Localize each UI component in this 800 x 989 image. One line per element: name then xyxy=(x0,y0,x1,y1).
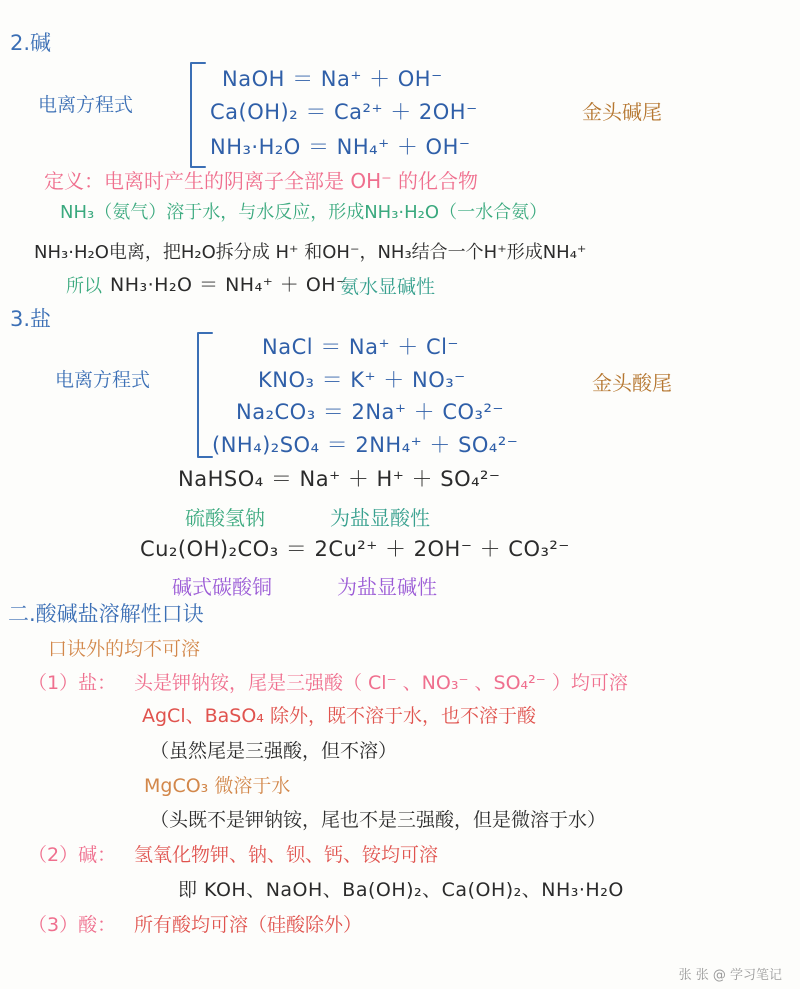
salts-extra-equation-2: Cu₂(OH)₂CO₃ ＝ 2Cu²⁺ ＋ 2OH⁻ ＋ CO₃²⁻ xyxy=(140,537,570,561)
solubility-item-3-number: （3）酸： xyxy=(28,914,117,936)
solubility-item-2-text: 氢氧化物钾、钠、钡、钙、铵均可溶 xyxy=(134,844,439,866)
salts-side-note: 金头酸尾 xyxy=(592,371,672,395)
bases-note-1: NH₃（氨气）溶于水，与水反应，形成NH₃·H₂O（一水合氨） xyxy=(60,202,548,223)
bases-note-3-equation: NH₃·H₂O ＝ NH₄⁺ ＋ OH⁻ xyxy=(110,274,347,296)
bases-equation-1: NaOH ＝ Na⁺ ＋ OH⁻ xyxy=(222,67,443,91)
solubility-item-2-line2: 即 KOH、NaOH、Ba(OH)₂、Ca(OH)₂、NH₃·H₂O xyxy=(178,879,624,901)
bases-equation-2: Ca(OH)₂ ＝ Ca²⁺ ＋ 2OH⁻ xyxy=(210,100,478,124)
page-signature: 张 张 @ 学习笔记 xyxy=(678,968,782,983)
section-heading-bases: 2.碱 xyxy=(10,31,52,55)
salts-brace xyxy=(192,330,214,460)
salts-equation-2: KNO₃ ＝ K⁺ ＋ NO₃⁻ xyxy=(258,368,466,392)
bases-definition: 定义：电离时产生的阴离子全部是 OH⁻ 的化合物 xyxy=(44,169,479,193)
solubility-item-1-line2: AgCl、BaSO₄ 除外，既不溶于水，也不溶于酸 xyxy=(142,705,536,727)
salts-extra-equation-2-name: 碱式碳酸铜 xyxy=(172,575,272,599)
section-heading-salts: 3.盐 xyxy=(10,307,52,331)
bases-side-note: 金头碱尾 xyxy=(582,100,662,124)
bases-brace xyxy=(185,60,207,170)
salts-extra-equation-1: NaHSO₄ ＝ Na⁺ ＋ H⁺ ＋ SO₄²⁻ xyxy=(178,467,501,491)
salts-equation-1: NaCl ＝ Na⁺ ＋ Cl⁻ xyxy=(262,335,460,359)
section-heading-solubility: 二.酸碱盐溶解性口诀 xyxy=(8,602,204,626)
solubility-item-1-number: （1）盐： xyxy=(28,672,117,694)
solubility-item-1-line3: （虽然尾是三强酸，但不溶） xyxy=(150,740,398,762)
salts-equation-4: (NH₄)₂SO₄ ＝ 2NH₄⁺ ＋ SO₄²⁻ xyxy=(212,433,519,457)
salts-equation-3: Na₂CO₃ ＝ 2Na⁺ ＋ CO₃²⁻ xyxy=(236,400,504,424)
salts-extra-equation-2-tag: 为盐显碱性 xyxy=(337,575,437,599)
solubility-item-1-line5: （头既不是钾钠铵，尾也不是三强酸，但是微溶于水） xyxy=(150,809,607,831)
solubility-rule-0: 口诀外的均不可溶 xyxy=(48,638,201,660)
bases-ionization-label: 电离方程式 xyxy=(38,94,134,116)
bases-equation-3: NH₃·H₂O ＝ NH₄⁺ ＋ OH⁻ xyxy=(210,135,471,159)
salts-ionization-label: 电离方程式 xyxy=(55,369,151,391)
solubility-item-3-text: 所有酸均可溶（硅酸除外） xyxy=(134,914,363,936)
solubility-item-1-text: 头是钾钠铵，尾是三强酸（ Cl⁻ 、NO₃⁻ 、SO₄²⁻ ）均可溶 xyxy=(134,672,628,694)
bases-note-3-prefix: 所以 xyxy=(66,276,102,297)
bases-note-3-tag: 氨水显碱性 xyxy=(340,276,436,298)
salts-extra-equation-1-name: 硫酸氢钠 xyxy=(185,506,265,530)
solubility-item-2-number: （2）碱： xyxy=(28,844,117,866)
salts-extra-equation-1-tag: 为盐显酸性 xyxy=(330,506,430,530)
solubility-item-1-line4: MgCO₃ 微溶于水 xyxy=(144,775,291,797)
bases-note-2: NH₃·H₂O电离，把H₂O拆分成 H⁺ 和OH⁻，NH₃结合一个H⁺形成NH₄⁺ xyxy=(34,242,587,263)
